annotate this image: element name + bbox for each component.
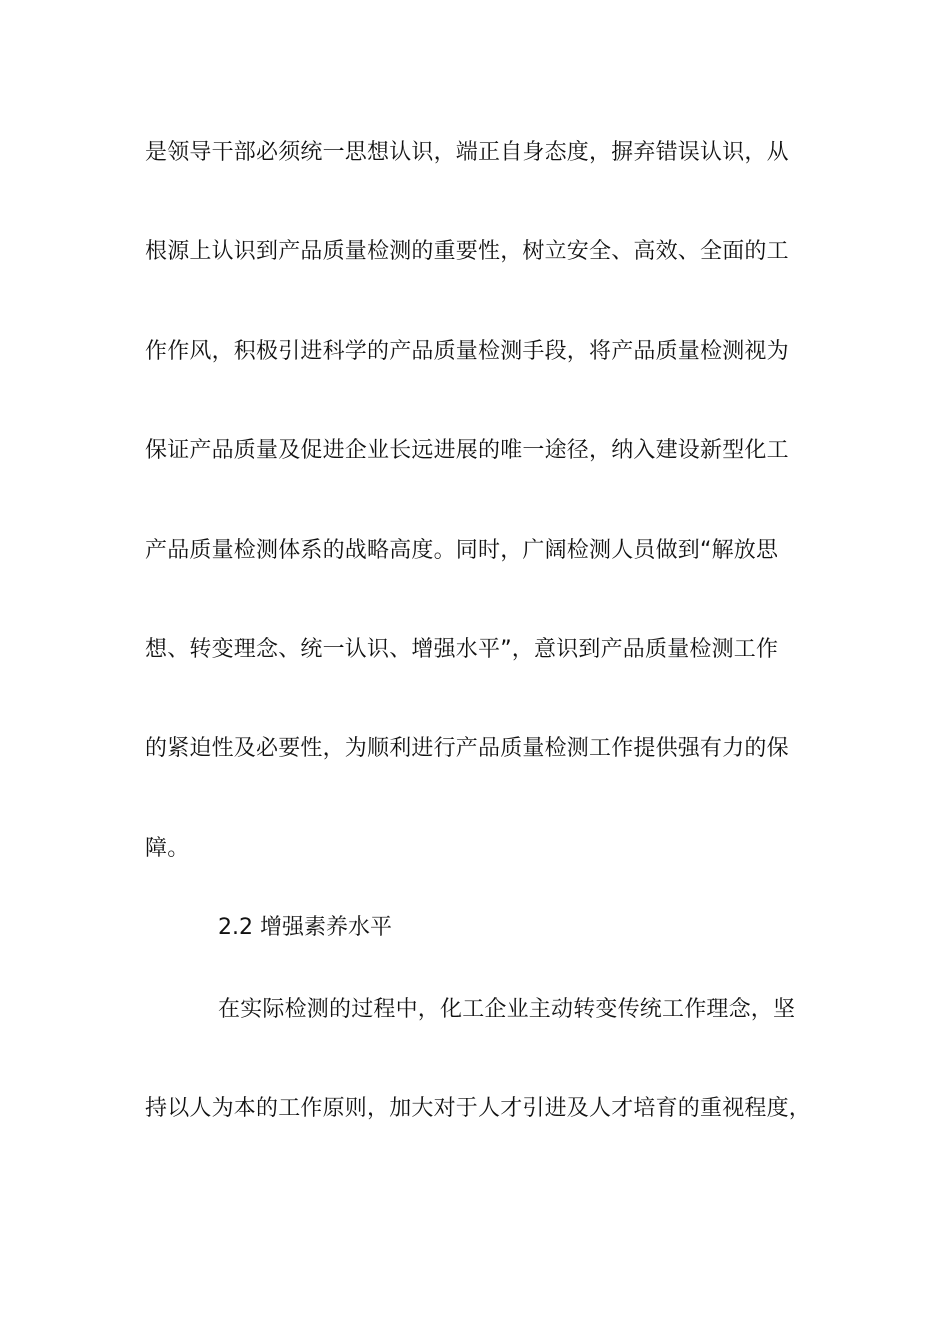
- paragraph-line: 作作风，积极引进科学的产品质量检测手段，将产品质量检测视为: [145, 339, 789, 364]
- paragraph-line: 在实际检测的过程中，化工企业主动转变传统工作理念，坚: [218, 997, 796, 1022]
- paragraph-line: 想、转变理念、统一认识、增强水平”，意识到产品质量检测工作: [145, 637, 779, 662]
- paragraph-line: 的紧迫性及必要性，为顺利进行产品质量检测工作提供强有力的保: [145, 736, 789, 761]
- paragraph-line: 根源上认识到产品质量检测的重要性，树立安全、高效、全面的工: [145, 239, 789, 264]
- section-heading: 2.2 增强素养水平: [218, 915, 392, 940]
- paragraph-line: 持以人为本的工作原则，加大对于人才引进及人才培育的重视程度，: [145, 1096, 812, 1121]
- paragraph-line: 是领导干部必须统一思想认识，端正自身态度，摒弃错误认识，从: [145, 140, 789, 165]
- paragraph-line: 产品质量检测体系的战略高度。同时，广阔检测人员做到“解放思: [145, 538, 779, 563]
- paragraph-line: 障。: [145, 836, 190, 861]
- paragraph-line: 保证产品质量及促进企业长远进展的唯一途径，纳入建设新型化工: [145, 438, 789, 463]
